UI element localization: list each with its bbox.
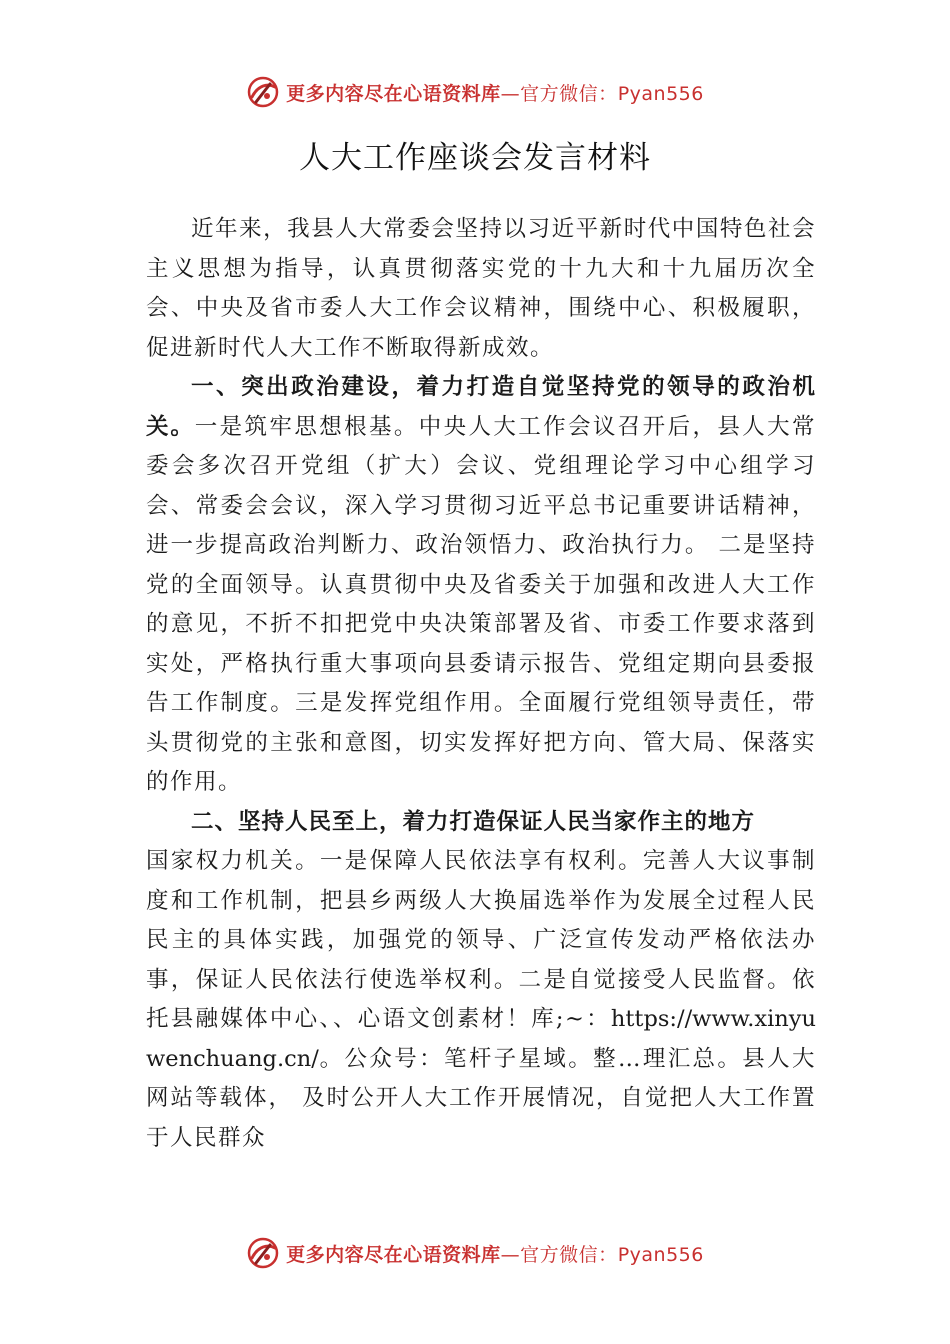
banner-separator: — (500, 82, 521, 105)
section-2-body-a: 国家权力机关。一是保障人民依法享有权利。完善人大议事制度和工作机制，把县乡两级人大换届选举作为发展全过程人民民主的具体实践，加强党的领导、广泛宣传发动严格依法办事，保证人民依法行使选举权利。二是自觉接受人民监督。依托县融媒体中心、、心语文创素材！库;~： (146, 848, 816, 1032)
section-2-heading-text: 二、坚持人民至上，着力打造保证人民当家作主的地方 (191, 808, 756, 835)
xinyu-logo-icon (246, 1236, 280, 1270)
intro-paragraph: 近年来，我县人大常委会坚持以习近平新时代中国特色社会主义思想为指导，认真贯彻落实党的十九大和十九届历次全会、中央及省市委人大工作会议精神，围绕中心、积极履职，促进新时代人大工作不断取得新成效。 (146, 216, 816, 361)
section-2-url: https://www.xinyuwenchuang.cn/ (146, 1006, 816, 1072)
section-2-body (146, 842, 816, 1158)
section-1-heading: 一、突出政治建设，着力打造自觉坚持党的领导的政治机关。 (146, 374, 816, 440)
xinyu-logo-icon (246, 75, 280, 109)
banner-wechat-id: Pyan556 (617, 82, 704, 105)
section-2-heading (146, 803, 816, 843)
banner-text (286, 79, 704, 106)
section-1-body: 一是筑牢思想根基。中央人大工作会议召开后，县人大常委会多次召开党组（扩大）会议、党组理论学习中心组学习会、常委会会议，深入学习贯彻习近平总书记重要讲话精神，进一步提高政治判断力、政治领悟力、政治执行力。 二是坚持党的全面领导。认真贯彻中央及省委关于加强和改进人大工作的意见，不折不扣把党中央决策部署及省、市委工作要求落到实处，严格执行重大事项向县委请示报告、党组定期向县委报告工作制度。三是发挥党组作用。全面履行党组领导责任，带头贯彻党的主张和意图，切实发挥好把方向、管大局、保落实的作用。 (146, 413, 816, 795)
banner-separator: — (500, 1243, 521, 1266)
banner-slogan: 更多内容尽在心语资料库 (286, 1243, 501, 1266)
header-watermark-banner (0, 72, 950, 112)
page-title: 人大工作座谈会发言材料 (299, 140, 651, 176)
banner-text (286, 1240, 704, 1267)
banner-slogan: 更多内容尽在心语资料库 (286, 82, 501, 105)
section-2-body-b: 。公众号：笔杆子星域。整…理汇总。县人大网站等载体， 及时公开人大工作开展情况，自觉把人大工作置于人民群众 (146, 1045, 816, 1151)
banner-wechat-label: 官方微信： (520, 1243, 618, 1266)
footer-watermark-banner (0, 1233, 950, 1273)
banner-wechat-label: 官方微信： (520, 82, 618, 105)
banner-wechat-id: Pyan556 (617, 1243, 704, 1266)
section-1-paragraph (146, 368, 816, 803)
document-body (146, 210, 816, 1158)
